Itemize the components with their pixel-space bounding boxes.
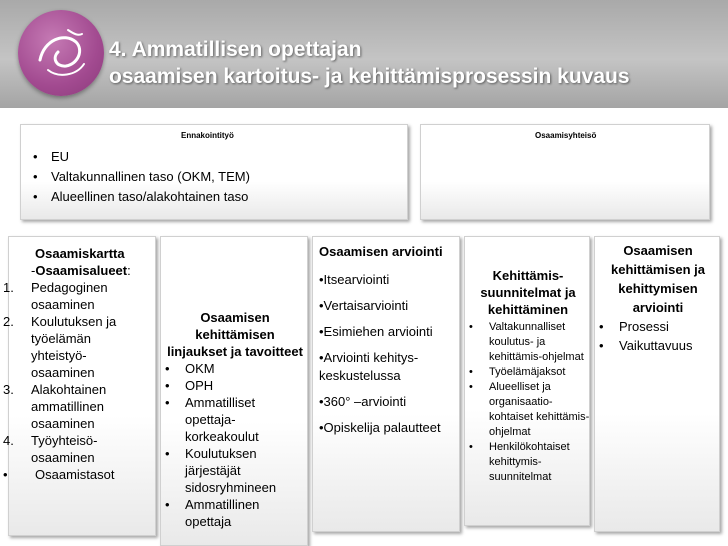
assessment-box [312, 236, 460, 532]
list-item: • Alueellinen taso/alakohtainen taso [33, 187, 250, 207]
list-item: 4. Työyhteisö-osaaminen [3, 433, 98, 465]
guidelines-title: Osaamisen kehittämisen [195, 310, 275, 342]
list-item: • Henkilökohtaiset kehittymis-suunnitelmat [469, 441, 570, 483]
title-line-1: 4. Ammatillisen opettajan [109, 38, 362, 61]
evaluation-title: Osaamisen kehittämisen ja kehittymisen arviointi [611, 243, 705, 315]
list-item: •360° –arviointi [319, 394, 407, 409]
list-item: • Työelämäjaksot [469, 366, 566, 378]
list-item: • Ammatillinen opettaja [165, 497, 260, 529]
foresight-box [20, 124, 408, 220]
foresight-heading: Ennakointityö [181, 131, 234, 140]
list-item: • Koulutuksen järjestäjät sidosryhmineen [165, 446, 277, 495]
development-plans-title: Kehittämis-suunnitelmat ja kehittäminen [480, 268, 576, 317]
list-item: • Valtakunnalliset koulutus- ja kehittämis-ohjelmat [469, 321, 584, 363]
guidelines-box [160, 236, 308, 546]
list-item: •Opiskelija palautteet [319, 420, 441, 435]
competence-map-box [3, 236, 156, 536]
assessment-title: Osaamisen arviointi [319, 244, 443, 259]
list-item: •Vertaisarviointi [319, 298, 409, 313]
list-item: • Osaamistasot [3, 467, 115, 482]
list-item: • OPH [165, 378, 214, 393]
list-item: • Valtakunnallinen taso (OKM, TEM) [33, 167, 250, 187]
list-item: 3. Alakohtainen ammatillinen osaaminen [3, 382, 107, 431]
list-item: •Itsearviointi [319, 272, 390, 287]
list-item: • OKM [165, 361, 215, 376]
list-item: • Alueelliset ja organisaatio-kohtaiset kehittämis-ohjelmat [469, 381, 590, 438]
community-heading: Osaamisyhteisö [535, 131, 597, 140]
list-item: • Prosessi [599, 319, 669, 334]
foresight-list [33, 147, 250, 207]
list-item: • Vaikuttavuus [599, 338, 693, 353]
list-item: • Ammatilliset opettaja-korkeakoulut [165, 395, 259, 444]
header-banner [0, 0, 728, 108]
competence-map-title: Osaamiskartta [35, 246, 125, 261]
list-item: 1. Pedagoginen osaaminen [3, 280, 108, 312]
title-line-2: osaamisen kartoitus- ja kehittämisprosessin kuvaus [109, 65, 630, 88]
list-item: •Arviointi kehitys-keskustelussa [319, 350, 419, 383]
list-item: 2. Koulutuksen ja työelämän yhteistyö-osaaminen [3, 314, 117, 380]
competence-areas-title: -Osaamisalueet: [31, 263, 131, 278]
list-item: •Esimiehen arviointi [319, 324, 433, 339]
list-item: • EU [33, 147, 250, 167]
page-title [109, 36, 630, 90]
logo-icon [18, 10, 104, 96]
development-plans-box [464, 236, 590, 526]
community-box [420, 124, 710, 220]
guidelines-subtitle: linjaukset ja tavoitteet [167, 344, 303, 359]
evaluation-box [594, 236, 720, 532]
